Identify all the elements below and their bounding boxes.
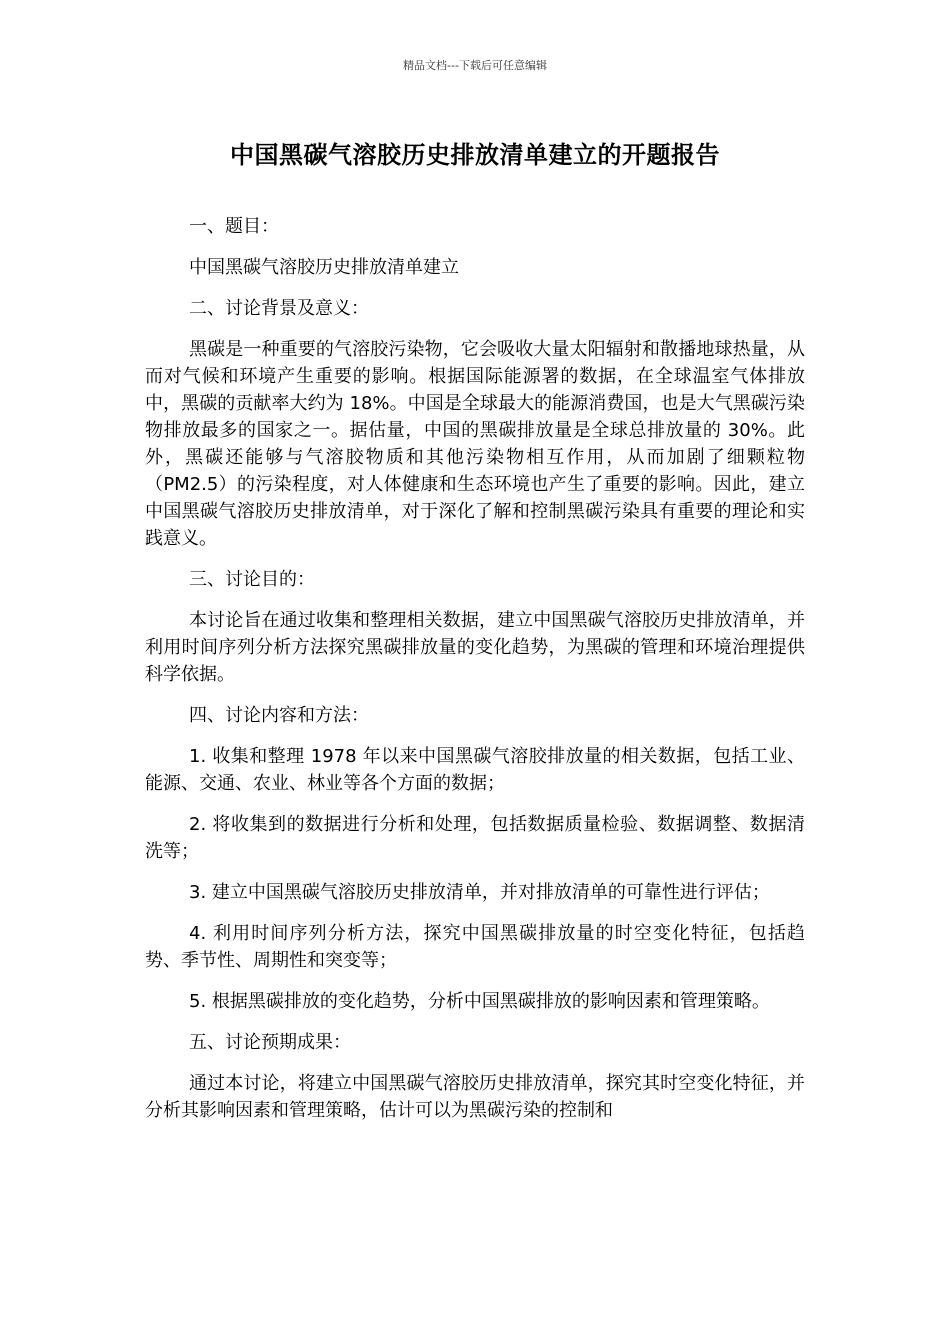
section-5-body: 通过本讨论，将建立中国黑碳气溶胶历史排放清单，探究其时空变化特征，并分析其影响因素和管理策略，估计可以为黑碳污染的控制和 [145, 1073, 805, 1121]
section-1-heading: 一、题目： [189, 216, 279, 237]
section-1-body: 中国黑碳气溶胶历史排放清单建立 [189, 257, 459, 278]
section-4-item-4: 4. 利用时间序列分析方法，探究中国黑碳排放量的时空变化特征，包括趋势、季节性、周期性和突变等； [145, 923, 805, 971]
section-4-item-1: 1. 收集和整理 1978 年以来中国黑碳气溶胶排放量的相关数据，包括工业、能源、交通、农业、林业等各个方面的数据； [145, 746, 805, 794]
page-header-watermark: 精品文档---下载后可任意编辑 [403, 59, 547, 72]
section-3-body: 本讨论旨在通过收集和整理相关数据，建立中国黑碳气溶胶历史排放清单，并利用时间序列分析方法探究黑碳排放量的变化趋势，为黑碳的管理和环境治理提供科学依据。 [145, 610, 805, 685]
section-4-item-5: 5. 根据黑碳排放的变化趋势，分析中国黑碳排放的影响因素和管理策略。 [189, 991, 770, 1012]
section-5-heading: 五、讨论预期成果： [189, 1032, 351, 1053]
document-title: 中国黑碳气溶胶历史排放清单建立的开题报告 [230, 141, 720, 169]
section-2-body: 黑碳是一种重要的气溶胶污染物，它会吸收大量太阳辐射和散播地球热量，从而对气候和环境产生重要的影响。根据国际能源署的数据，在全球温室气体排放中，黑碳的贡献率大约为 18%。中国是全球最大的能源消费国，也是大气黑碳污染物排放最多的国家之一。据估量，中国的黑碳排放量是全球总排放量的 30%。此外，黑碳还能够与气溶胶物质和其他污染物相互作用，从而加剧了细颗粒物（PM2.5）的污染程度，对人体健康和生态环境也产生了重要的影响。因此，建立中国黑碳气溶胶历史排放清单，对于深化了解和控制黑碳污染具有重要的理论和实践意义。 [145, 339, 805, 549]
section-2-heading: 二、讨论背景及意义： [189, 298, 369, 319]
section-4-item-2: 2. 将收集到的数据进行分析和处理，包括数据质量检验、数据调整、数据清洗等； [145, 814, 805, 862]
section-4-heading: 四、讨论内容和方法： [189, 705, 369, 726]
section-4-item-3: 3. 建立中国黑碳气溶胶历史排放清单，并对排放清单的可靠性进行评估； [189, 882, 770, 903]
document-body [145, 213, 805, 1138]
section-3-heading: 三、讨论目的： [189, 569, 315, 590]
